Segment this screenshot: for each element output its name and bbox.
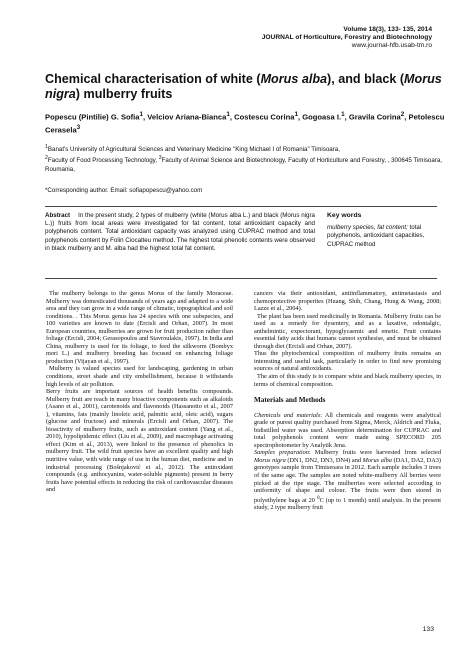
species-name: Morus alba bbox=[362, 456, 392, 464]
keywords-label: Key words bbox=[327, 212, 362, 219]
title-part-3: ) mulberry fruits bbox=[75, 87, 173, 101]
text: C (up to 1 month) until analysis. In the present study, 2 type mulberry fruit bbox=[254, 496, 441, 512]
corresponding-author: *Corresponding author. Email: sofiapopescu@yahoo.com bbox=[45, 187, 203, 194]
affil-text: Banat's University of Agricultural Sciences and Veterinary Medicine "King Michael I of Romania" Timisoara, bbox=[47, 146, 340, 154]
subheading: Chemicals and materials bbox=[254, 411, 321, 419]
section-heading-methods: Materials and Methods bbox=[254, 396, 326, 405]
author-affil-sup: 3 bbox=[76, 124, 81, 132]
keywords-italic: mulberry species, fat content; bbox=[327, 224, 408, 232]
affil-sup: 1 bbox=[45, 144, 48, 150]
affiliations bbox=[45, 143, 445, 174]
body-left-column bbox=[46, 290, 233, 494]
page-number: 133 bbox=[422, 626, 434, 633]
text: (DN1, DN2, DN3, DN4) and bbox=[285, 456, 363, 464]
abstract-text: In the present study, 2 types of mulberry (white (Morus alba L.) and black (Morus nigra L.)) fruits from local areas were investigated for fat content, total antioxidant capacity and polyphenols content. Total antioxidant capacity was analyzed using CUPRAC method and total polyphenols content by Folin Ciocalteu method. The highest total phenolic contents were observed in black mulberry and M. alba had the highest total fat content. bbox=[45, 212, 315, 252]
paragraph-chemicals bbox=[254, 412, 441, 450]
paragraph: cancers via their antioxidant, antiinflammatory, antimetastasis and chemoprotective properties (Huang, Shih, Chang, Hung & Wang, 2008; Lazze et al., 2004). bbox=[254, 290, 441, 313]
journal-website: www.journal-hfb.usab-tm.ro bbox=[351, 42, 432, 50]
paragraph: Thus the phytochemical composition of mulberry fruits remains an interesting and useful task, particularly in order to find new promising sources of natural antioxidants. bbox=[254, 350, 441, 373]
author-name: Popescu (Pintilie) G. Sofia bbox=[45, 112, 140, 122]
journal-header bbox=[262, 26, 432, 51]
affil-text: Faculty of Animal Science and Biotechnology, Faculty of Horticulture and Forestry, , 300645 Timisoara, Roumania, bbox=[45, 157, 443, 173]
title-species-1: Morus alba bbox=[260, 72, 328, 86]
volume-info: Volume 18(3), 133- 135, 2014 bbox=[343, 26, 432, 33]
author-name: Petolescu Cerasela bbox=[45, 112, 445, 135]
degree-sup: 0 bbox=[316, 494, 320, 501]
author-affil-sup: 1 bbox=[294, 111, 298, 118]
affil-text: Faculty of Food Processing Technology, bbox=[47, 157, 159, 165]
author-name: Gogoasa I. bbox=[302, 112, 342, 122]
paragraph: Mulberry is valued species used for landscaping, gardening in urban conditions, street shade and city embellishment, because it withstands high levels of air pollution. bbox=[46, 365, 233, 388]
abstract-label: Abstract bbox=[45, 212, 71, 219]
author-affil-sup: 1 bbox=[226, 111, 230, 118]
body-right-column bbox=[254, 290, 441, 512]
title-species-2: Morus nigra bbox=[45, 72, 442, 101]
divider-bottom bbox=[45, 278, 437, 279]
keywords-rest: total polyphenols, antioxidant capacities, CUPRAC method bbox=[327, 224, 425, 248]
affiliation-1 bbox=[45, 143, 445, 154]
author-list: Popescu (Pintilie) G. Sofia$^1$, Velciov Ariana-Bianca$^1$, Costescu Corina$^1$, Gogoasa I.$^1$, Gravila Corina$^2$, Petolescu Cerasela$^3$ bbox=[45, 111, 445, 135]
paragraph: The plant has been used medicinally in Romania. Mulberry fruits can be used as a remedy for dysentery, and as a laxative, odontalgic, anthelmintic, expectorant, hypoglycaemic and emetic. Fruit contains essential fatty acids that humans cannot synthesise, and must be obtained through diet (Ercisli and Orhan, 2007). bbox=[254, 312, 441, 350]
paper-title bbox=[45, 72, 445, 102]
keywords-text bbox=[327, 224, 437, 249]
paragraph: The aim of this study is to compare white and black mulberry species, in terms of chemical composition. bbox=[254, 373, 441, 388]
journal-name: JOURNAL of Horticulture, Forestry and Biotechnology bbox=[261, 34, 432, 42]
subheading: Samples preparation bbox=[254, 449, 309, 457]
title-part-1: Chemical characterisation of white ( bbox=[45, 72, 261, 86]
divider-top bbox=[45, 206, 437, 207]
paragraph: Berry fruits are important sources of health benefits compounds. Mulberry fruit are reach in many bioactive components such as alkaloids (Asano et al., 2001), carotenoids and flavonoids (Hassanotto et al., 2007 ), vitamins, fats (mainly linoleic acid, palmitic acid, oleic acid), sugars (glucose and fructose) and minerals (Ercisli and Orhan, 2007). The bioactivity of mulberry fruits, such as antioxidant content (Yang et al., 2010), hypolipidemic effect (Liu et al., 2009), and macrophage activating effect (Kim et al., 2013), were linked to the presence of phenolics in mulberry fruit. The wild fruit species have an excellent quality and high nutritive value, with wide range of use in the human diet, medicine and in industrial processing (Bošnjaković et al., 2012). The antioxidant compounds (e.g. anthocyanins, water-soluble pigments) present in berry fruits have potential effects in reducing the risk of cardiovascular diseases and bbox=[46, 388, 233, 494]
paragraph: The mulberry belongs to the genus Morus of the family Moraceae. Mulberry was domesticated thousands of years ago and adapted to a wide area and they can grow in a wide range of climatic, topographical and soil conditions. . This Morus genus has 24 species with one subspecies, and 100 varieties are known to date (Ercisli and Orhan, 2007). In most European countries, mulberries are grown for fruit production rather than foliage (Ercisli, 2004; Gerasopoulos and Stavroulakis, 1997). In India and China, mulberry is used for its foliage, to feed the silkworm (Bombyx mori L.) and mulberry breeding has focused on enhancing foliage production (Vijayan et al., 1997). bbox=[46, 290, 233, 365]
title-part-2: ), and black ( bbox=[327, 72, 405, 86]
species-name: Morus nigra bbox=[254, 456, 286, 464]
affiliation-2-3 bbox=[45, 154, 445, 174]
abstract bbox=[45, 212, 315, 253]
text: : All chemicals and reagents were analytical grade or purest quality purchased from Sigma, Merck, Aldrich and Fluka, bidistilled water was used. Absorption determination for CUPRAC and total polyphenols content were made using SPECORD 205 spectrophotometer by Analytik Jena. bbox=[254, 411, 441, 449]
author-affil-sup: 2 bbox=[400, 111, 405, 118]
author-name: Velciov Ariana-Bianca bbox=[147, 112, 227, 122]
paragraph-samples bbox=[254, 449, 441, 511]
text: : Mulberry fruits were harvested from selected bbox=[308, 449, 441, 457]
affil-sup: 3 bbox=[158, 155, 162, 162]
keywords bbox=[327, 212, 437, 249]
author-name: Gravila Corina bbox=[348, 112, 401, 122]
affil-sup: 2 bbox=[45, 155, 48, 162]
author-affil-sup: 1 bbox=[341, 111, 345, 118]
author-name: Costescu Corina bbox=[234, 112, 295, 122]
author-affil-sup: 1 bbox=[139, 111, 144, 118]
text: (DA1, DA2, DA3) genotypes sample from Timiseoara in 2012. Each sample includes 3 trees of the same age. The samples are noted white-mulberry All berries were picked at the ripe stage. The mulberries were selected according to uniformity of shape and colour. The fruits were then stored in polyethylene bags at 20 bbox=[254, 456, 441, 504]
